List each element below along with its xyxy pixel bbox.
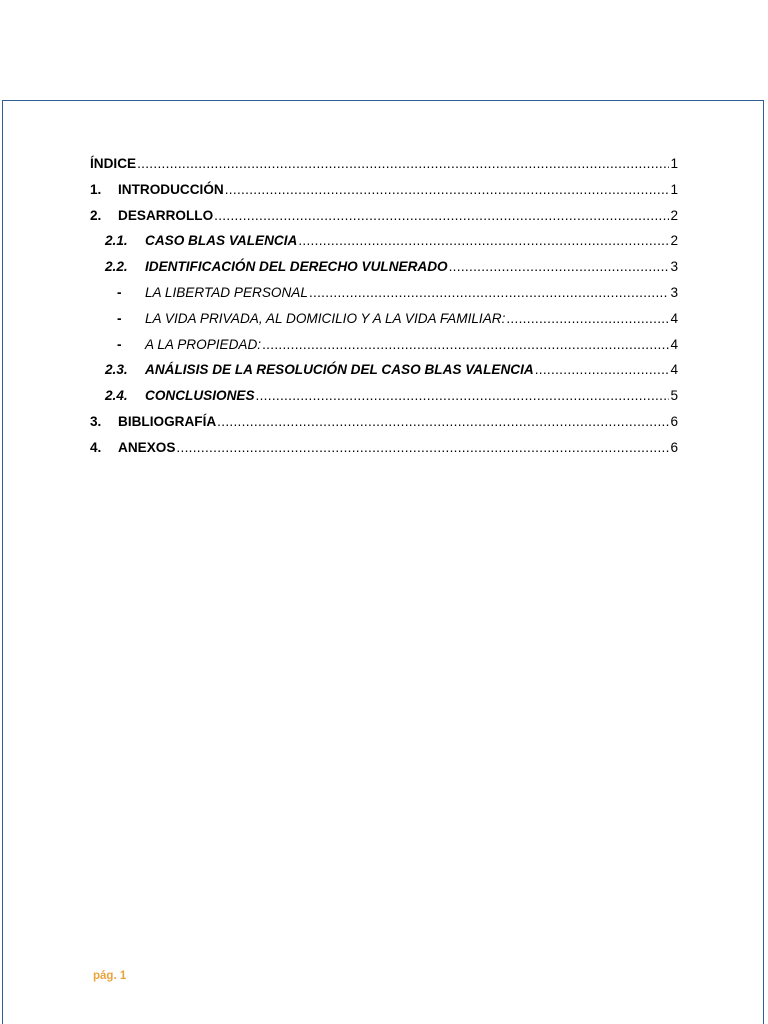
- toc-entry-title: IDENTIFICACIÓN DEL DERECHO VULNERADO: [145, 259, 448, 275]
- toc-entry-number: 1.: [90, 181, 102, 197]
- toc-entry-page: 4: [670, 310, 678, 326]
- toc-entry-page: 2: [670, 207, 678, 223]
- toc-entry-title: ÍNDICE: [90, 156, 137, 171]
- toc-entry-title: ANÁLISIS DE LA RESOLUCIÓN DEL CASO BLAS VALENCIA: [145, 362, 534, 378]
- toc-dot-leader: [309, 280, 670, 306]
- toc-entry-indice[interactable]: [90, 151, 678, 177]
- toc-entry-bibliografia[interactable]: [90, 409, 678, 435]
- toc-entry-title: A LA PROPIEDAD:: [145, 336, 262, 352]
- toc-entry-conclusiones[interactable]: [90, 383, 678, 409]
- toc-dot-leader: [217, 409, 669, 435]
- toc-entry-number: 2.: [90, 207, 102, 223]
- toc-entry-page: 5: [670, 388, 678, 404]
- toc-dot-leader: [176, 435, 669, 461]
- toc-entry-title: INTRODUCCIÓN: [118, 181, 224, 197]
- toc-entry-page: 1: [670, 156, 678, 171]
- toc-entry-caso-blas-valencia[interactable]: [90, 228, 678, 254]
- toc-entry-number: 2.1.: [105, 233, 128, 249]
- toc-dot-leader: [137, 151, 669, 177]
- toc-entry-number: 2.3.: [105, 362, 128, 378]
- toc-entry-anexos[interactable]: [90, 435, 678, 461]
- toc-entry-number: 2.2.: [105, 259, 128, 275]
- toc-dot-leader: [262, 332, 669, 358]
- toc-dot-leader: [298, 228, 669, 254]
- toc-dot-leader: [256, 383, 670, 409]
- toc-entry-page: 6: [670, 439, 678, 455]
- toc-dot-leader: [214, 203, 669, 229]
- toc-entry-number: 3.: [90, 413, 102, 429]
- toc-entry-title: LA VIDA PRIVADA, AL DOMICILIO Y A LA VIDA FAMILIAR:: [145, 310, 506, 326]
- toc-entry-page: 4: [670, 362, 678, 378]
- footer-page-number: pág. 1: [93, 970, 127, 982]
- toc-bullet-dash: -: [117, 336, 122, 352]
- toc-dot-leader: [225, 177, 670, 203]
- toc-entry-libertad-personal[interactable]: [90, 280, 678, 306]
- toc-dot-leader: [535, 357, 670, 383]
- toc-bullet-dash: -: [117, 284, 122, 300]
- toc-entry-title: DESARROLLO: [118, 207, 214, 223]
- toc-entry-title: CASO BLAS VALENCIA: [145, 233, 298, 249]
- toc-bullet-dash: -: [117, 310, 122, 326]
- toc-entry-page: 2: [670, 233, 678, 249]
- toc-entry-analisis-resolucion[interactable]: [90, 357, 678, 383]
- toc-entry-number: 4.: [90, 439, 102, 455]
- toc-entry-title: LA LIBERTAD PERSONAL: [145, 284, 308, 300]
- toc-entry-page: 1: [670, 181, 678, 197]
- toc-entry-desarrollo[interactable]: [90, 203, 678, 229]
- toc-entry-title: BIBLIOGRAFÍA: [118, 413, 217, 429]
- toc-entry-page: 3: [670, 259, 678, 275]
- toc-entry-page: 4: [670, 336, 678, 352]
- toc-entry-introduccion[interactable]: [90, 177, 678, 203]
- toc-entry-page: 3: [670, 284, 678, 300]
- toc-entry-vida-privada[interactable]: [90, 306, 678, 332]
- toc-dot-leader: [449, 254, 670, 280]
- toc-entry-propiedad[interactable]: [90, 332, 678, 358]
- toc-entry-identificacion-derecho[interactable]: [90, 254, 678, 280]
- toc-entry-number: 2.4.: [105, 388, 128, 404]
- table-of-contents: [90, 151, 678, 461]
- toc-entry-page: 6: [670, 413, 678, 429]
- toc-entry-title: ANEXOS: [118, 439, 176, 455]
- toc-entry-title: CONCLUSIONES: [145, 388, 255, 404]
- toc-dot-leader: [506, 306, 669, 332]
